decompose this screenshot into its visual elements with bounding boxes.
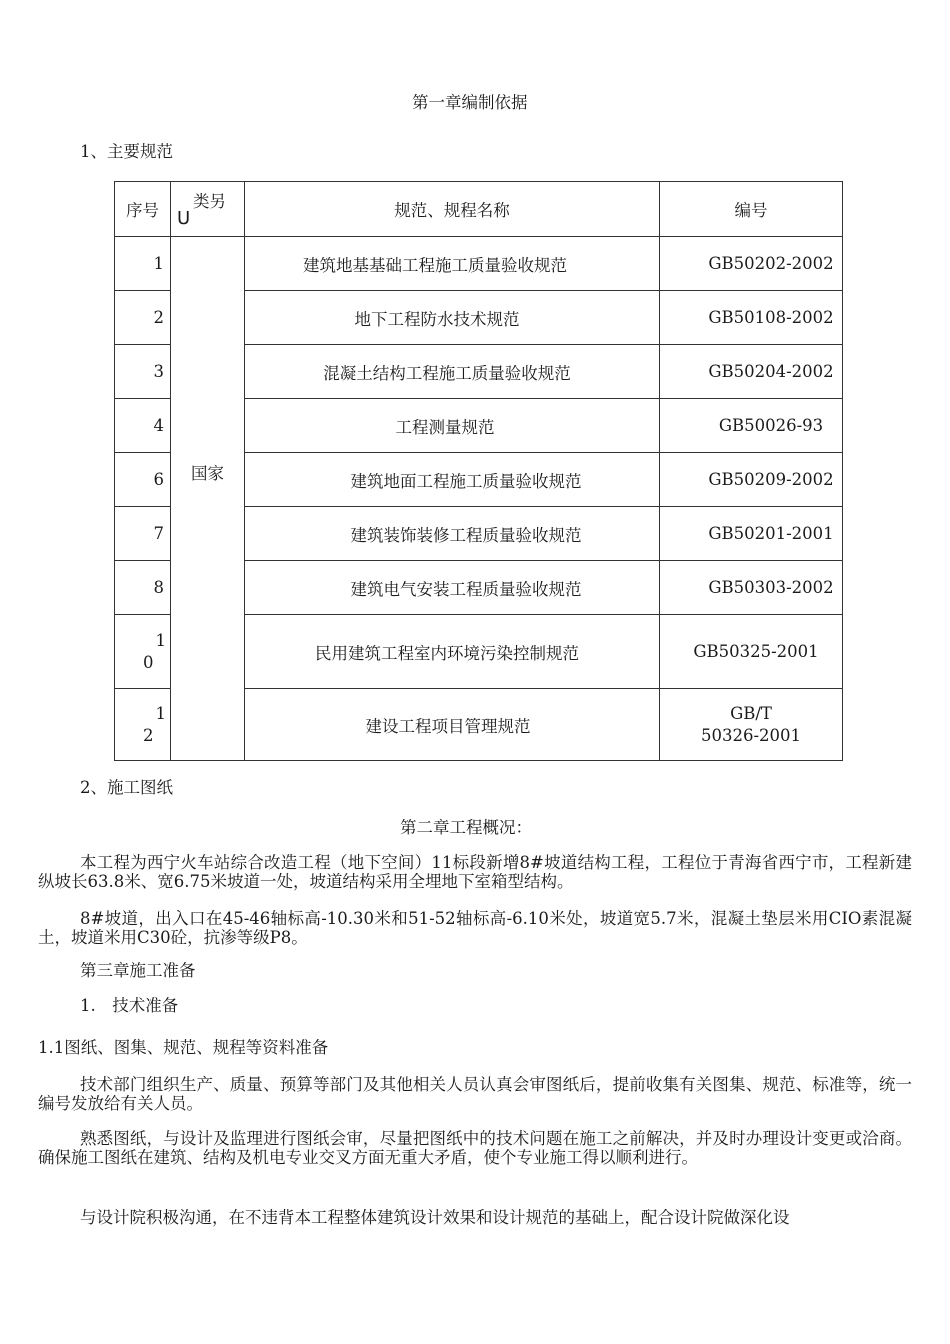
header-category-mark: U — [177, 208, 191, 229]
section-main-specs: 1、主要规范 — [80, 142, 173, 161]
chapter2-title: 第二章工程概况： — [400, 818, 532, 837]
section-materials-prep: 1.1图纸、图集、规范、规程等资料准备 — [38, 1038, 329, 1057]
row-code: GB50204-2002 — [660, 345, 843, 399]
row-no: 1 — [115, 237, 171, 291]
row-name: 民用建筑工程室内环境污染控制规范 — [245, 615, 660, 689]
row-name: 地下工程防水技术规范 — [245, 291, 660, 345]
table-header-row — [115, 182, 843, 237]
header-category-label: 类另 — [193, 192, 226, 211]
row-no: 8 — [115, 561, 171, 615]
row-name: 建筑装饰装修工程质量验收规范 — [245, 507, 660, 561]
row-code-part2: 50326-2001 — [700, 725, 802, 745]
row-code: GB50325-2001 — [660, 615, 843, 689]
row-code: GB50202-2002 — [660, 237, 843, 291]
row-no-part1: 1 — [155, 703, 166, 723]
overview-paragraph-1: 本工程为西宁火车站综合改造工程（地下空间）11标段新增8#坡道结构工程，工程位于青海省西宁市，工程新建纵坡长63.8米、宽6.75米坡道一处，坡道结构采用全埋地下室箱型结构。 — [38, 853, 912, 891]
section-drawings: 2、施工图纸 — [80, 778, 173, 797]
row-name: 混凝土结构工程施工质量验收规范 — [245, 345, 660, 399]
row-no — [115, 615, 171, 689]
row-code: GB50108-2002 — [660, 291, 843, 345]
section-tech-prep: 1. 技术准备 — [80, 996, 179, 1015]
row-no-part2: 0 — [143, 652, 154, 672]
header-code: 编号 — [660, 182, 843, 237]
row-no: 4 — [115, 399, 171, 453]
row-code: GB50201-2001 — [660, 507, 843, 561]
row-no: 3 — [115, 345, 171, 399]
row-code: GB50303-2002 — [660, 561, 843, 615]
row-code: GB50026-93 — [660, 399, 843, 453]
row-name: 建筑地基基础工程施工质量验收规范 — [245, 237, 660, 291]
row-no-part1: 1 — [155, 630, 166, 650]
row-no-part2: 2 — [143, 725, 154, 745]
row-no — [115, 689, 171, 761]
row-name: 建设工程项目管理规范 — [245, 689, 660, 761]
spec-table — [114, 181, 843, 761]
row-no: 6 — [115, 453, 171, 507]
row-name: 建筑地面工程施工质量验收规范 — [245, 453, 660, 507]
prep-paragraph-1: 技术部门组织生产、质量、预算等部门及其他相关人员认真会审图纸后，提前收集有关图集、规范、标准等，统一编号发放给有关人员。 — [38, 1075, 912, 1113]
row-code — [660, 689, 843, 761]
row-name: 建筑电气安装工程质量验收规范 — [245, 561, 660, 615]
table-row — [115, 237, 843, 291]
row-no: 2 — [115, 291, 171, 345]
row-no: 7 — [115, 507, 171, 561]
chapter1-title: 第一章编制依据 — [412, 93, 528, 112]
prep-paragraph-2: 熟悉图纸，与设计及监理进行图纸会审，尽量把图纸中的技术问题在施工之前解决，并及时办理设计变更或洽商。确保施工图纸在建筑、结构及机电专业交叉方面无重大矛盾，使个专业施工得以顺利进行。 — [38, 1129, 912, 1167]
row-code-part1: GB/T — [730, 703, 772, 723]
row-name: 工程测量规范 — [245, 399, 660, 453]
header-name: 规范、规程名称 — [245, 182, 660, 237]
overview-paragraph-2: 8#坡道，出入口在45-46轴标高-10.30米和51-52轴标高-6.10米处，坡道宽5.7米，混凝土垫层米用CIO素混凝土，坡道米用C30砼，抗渗等级P8。 — [38, 909, 912, 947]
prep-paragraph-3: 与设计院积极沟通，在不违背本工程整体建筑设计效果和设计规范的基础上，配合设计院做深化设 — [80, 1208, 790, 1227]
header-no: 序号 — [115, 182, 171, 237]
header-category — [171, 182, 245, 237]
category-cell: 国家 — [171, 237, 245, 761]
chapter3-title: 第三章施工准备 — [80, 961, 196, 980]
row-code: GB50209-2002 — [660, 453, 843, 507]
